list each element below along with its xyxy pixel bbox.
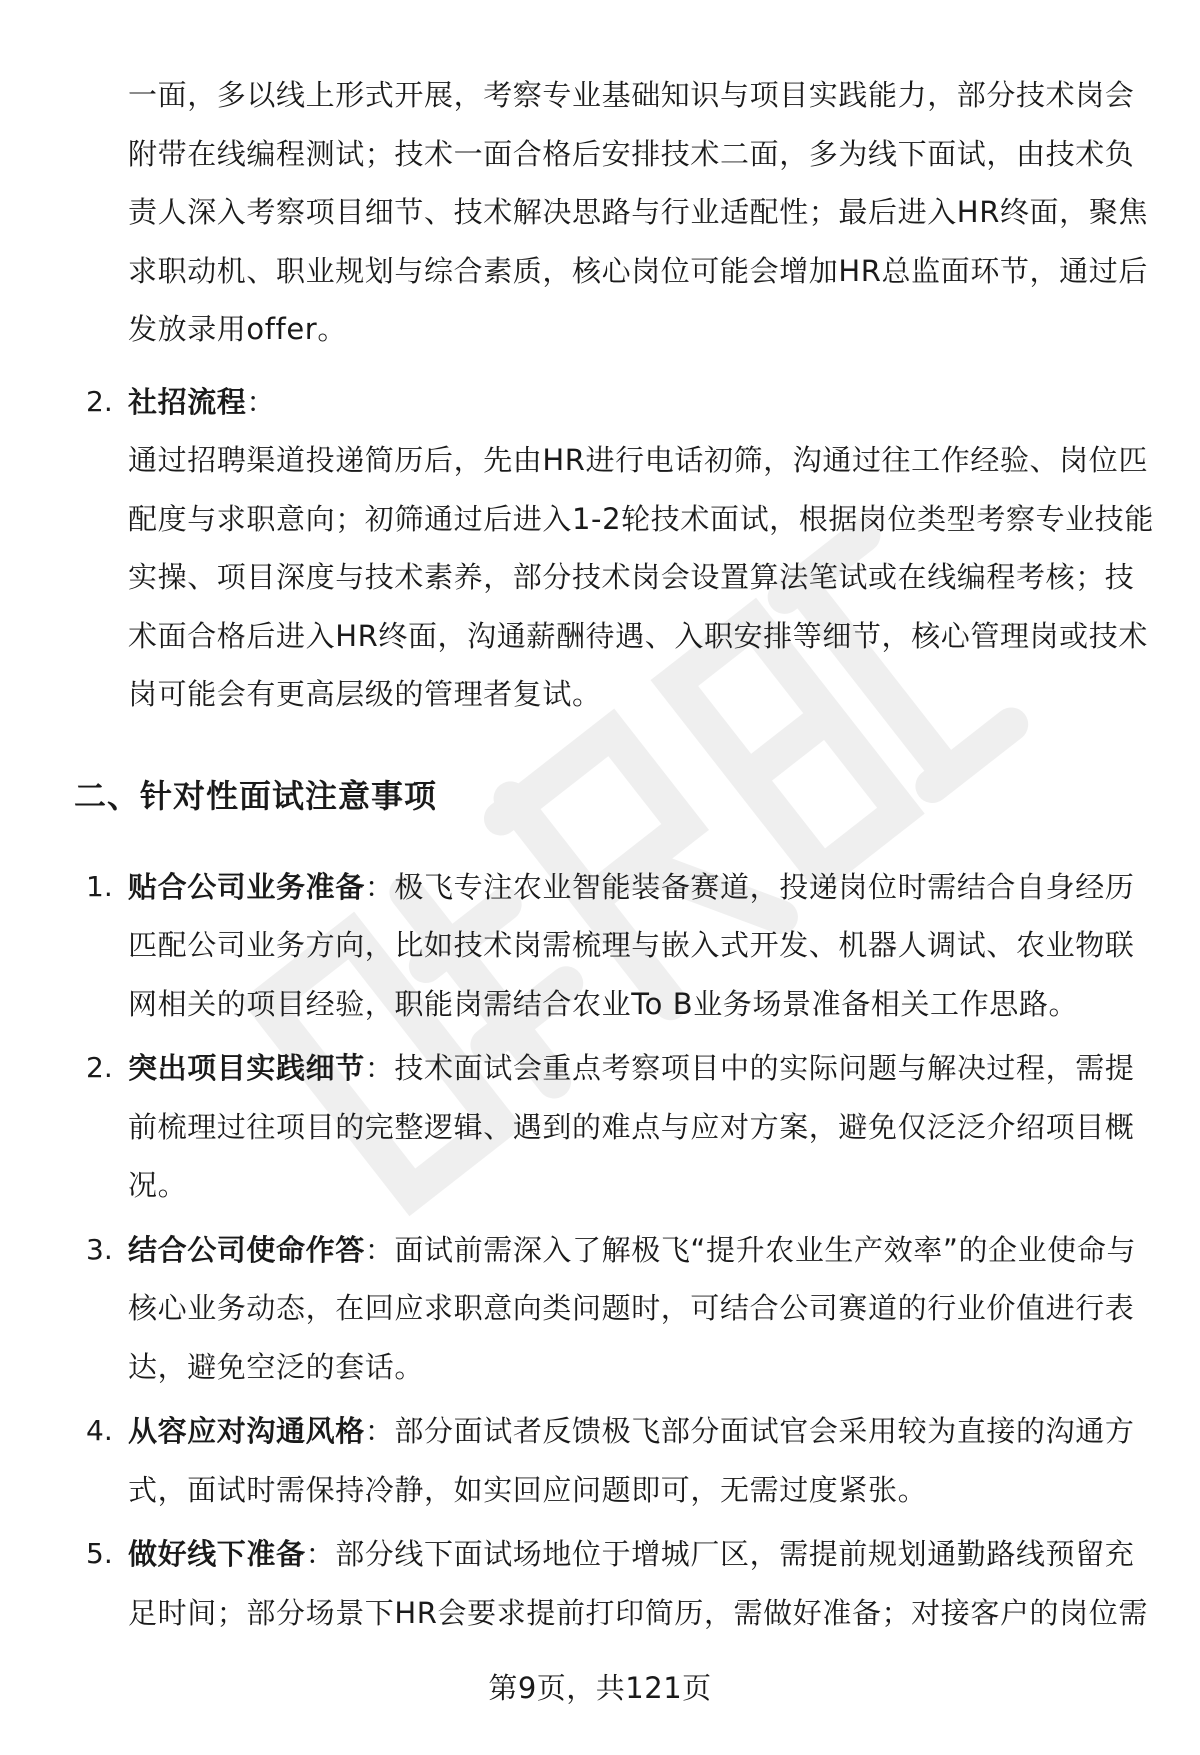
page-content: [0, 66, 1200, 1642]
list-item-text: [128, 1525, 1158, 1642]
list-number: 2.: [86, 1051, 113, 1084]
list-number: 2.: [86, 384, 113, 418]
list-item-title: 从容应对沟通风格: [128, 1414, 365, 1448]
list-item: [0, 1039, 1200, 1215]
list-number: 1.: [86, 869, 113, 903]
list-item-title: 结合公司使命作答: [128, 1232, 365, 1267]
list-number: 3.: [86, 1232, 113, 1266]
section-heading: 二、针对性面试注意事项: [74, 776, 438, 815]
list-item-title: 突出项目实践细节: [128, 1051, 365, 1085]
list-item-body: ：面试前需深入了解极飞“提升农业生产效率”的企业使命与核心业务动态，在回应求职意向类问题时，可结合公司赛道的行业价值进行表达，避免空泛的套话。: [128, 1232, 1137, 1384]
list-number: 4.: [86, 1414, 113, 1447]
list-number: 5.: [86, 1537, 113, 1570]
list-item-text: [128, 1221, 1158, 1397]
list-item-body: 通过招聘渠道投递简历后，先由HR进行电话初筛，沟通过往工作经验、岗位匹配度与求职意向；初筛通过后进入1-2轮技术面试，根据岗位类型考察专业技能实操、项目深度与技术素养，部分技术岗会设置算法笔试或在线编程考核；技术面合格后进入HR终面，沟通薪酬待遇、入职安排等细节，核心管理岗或技术岗可能会有更高层级的管理者复试。: [128, 443, 1154, 711]
list-item-colon: ：: [246, 384, 277, 419]
list-item-body: ：部分面试者反馈极飞部分面试官会采用较为直接的沟通方式，面试时需保持冷静，如实回应问题即可，无需过度紧张。: [128, 1414, 1135, 1507]
page-footer: 第9页，共121页: [488, 1671, 712, 1705]
list-item: [0, 1402, 1200, 1519]
list-item-text: [128, 858, 1158, 1034]
list-item-text: [128, 1039, 1158, 1215]
intro-paragraph: 一面，多以线上形式开展，考察专业基础知识与项目实践能力，部分技术岗会附带在线编程测试；技术一面合格后安排技术二面，多为线下面试，由技术负责人深入考察项目细节、技术解决思路与行业适配性；最后进入HR终面，聚焦求职动机、职业规划与综合素质，核心岗位可能会增加HR总监面环节，通过后发放录用offer。: [128, 78, 1148, 346]
list-item: [0, 858, 1200, 1034]
list-item-title: 做好线下准备: [128, 1537, 306, 1571]
list-item: [0, 1525, 1200, 1642]
list-item-title: 贴合公司业务准备: [128, 869, 365, 904]
list-item: [0, 373, 1200, 724]
list-item-text: [128, 1402, 1158, 1519]
list-item-heading: [128, 373, 1158, 432]
list-item-title: 社招流程: [128, 384, 247, 419]
list-item-body: ：技术面试会重点考察项目中的实际问题与解决过程，需提前梳理过往项目的完整逻辑、遇到的难点与应对方案，避免仅泛泛介绍项目概况。: [128, 1051, 1135, 1202]
list-item-body: ：极飞专注农业智能装备赛道，投递岗位时需结合自身经历匹配公司业务方向，比如技术岗需梳理与嵌入式开发、机器人调试、农业物联网相关的项目经验，职能岗需结合农业To B业务场景准备相关工作思路。: [128, 869, 1135, 1021]
list-item-body: ：部分线下面试场地位于增城厂区，需提前规划通勤路线预留充足时间；部分场景下HR会要求提前打印简历，需做好准备；对接客户的岗位需: [128, 1537, 1148, 1630]
list-item: [0, 1221, 1200, 1397]
